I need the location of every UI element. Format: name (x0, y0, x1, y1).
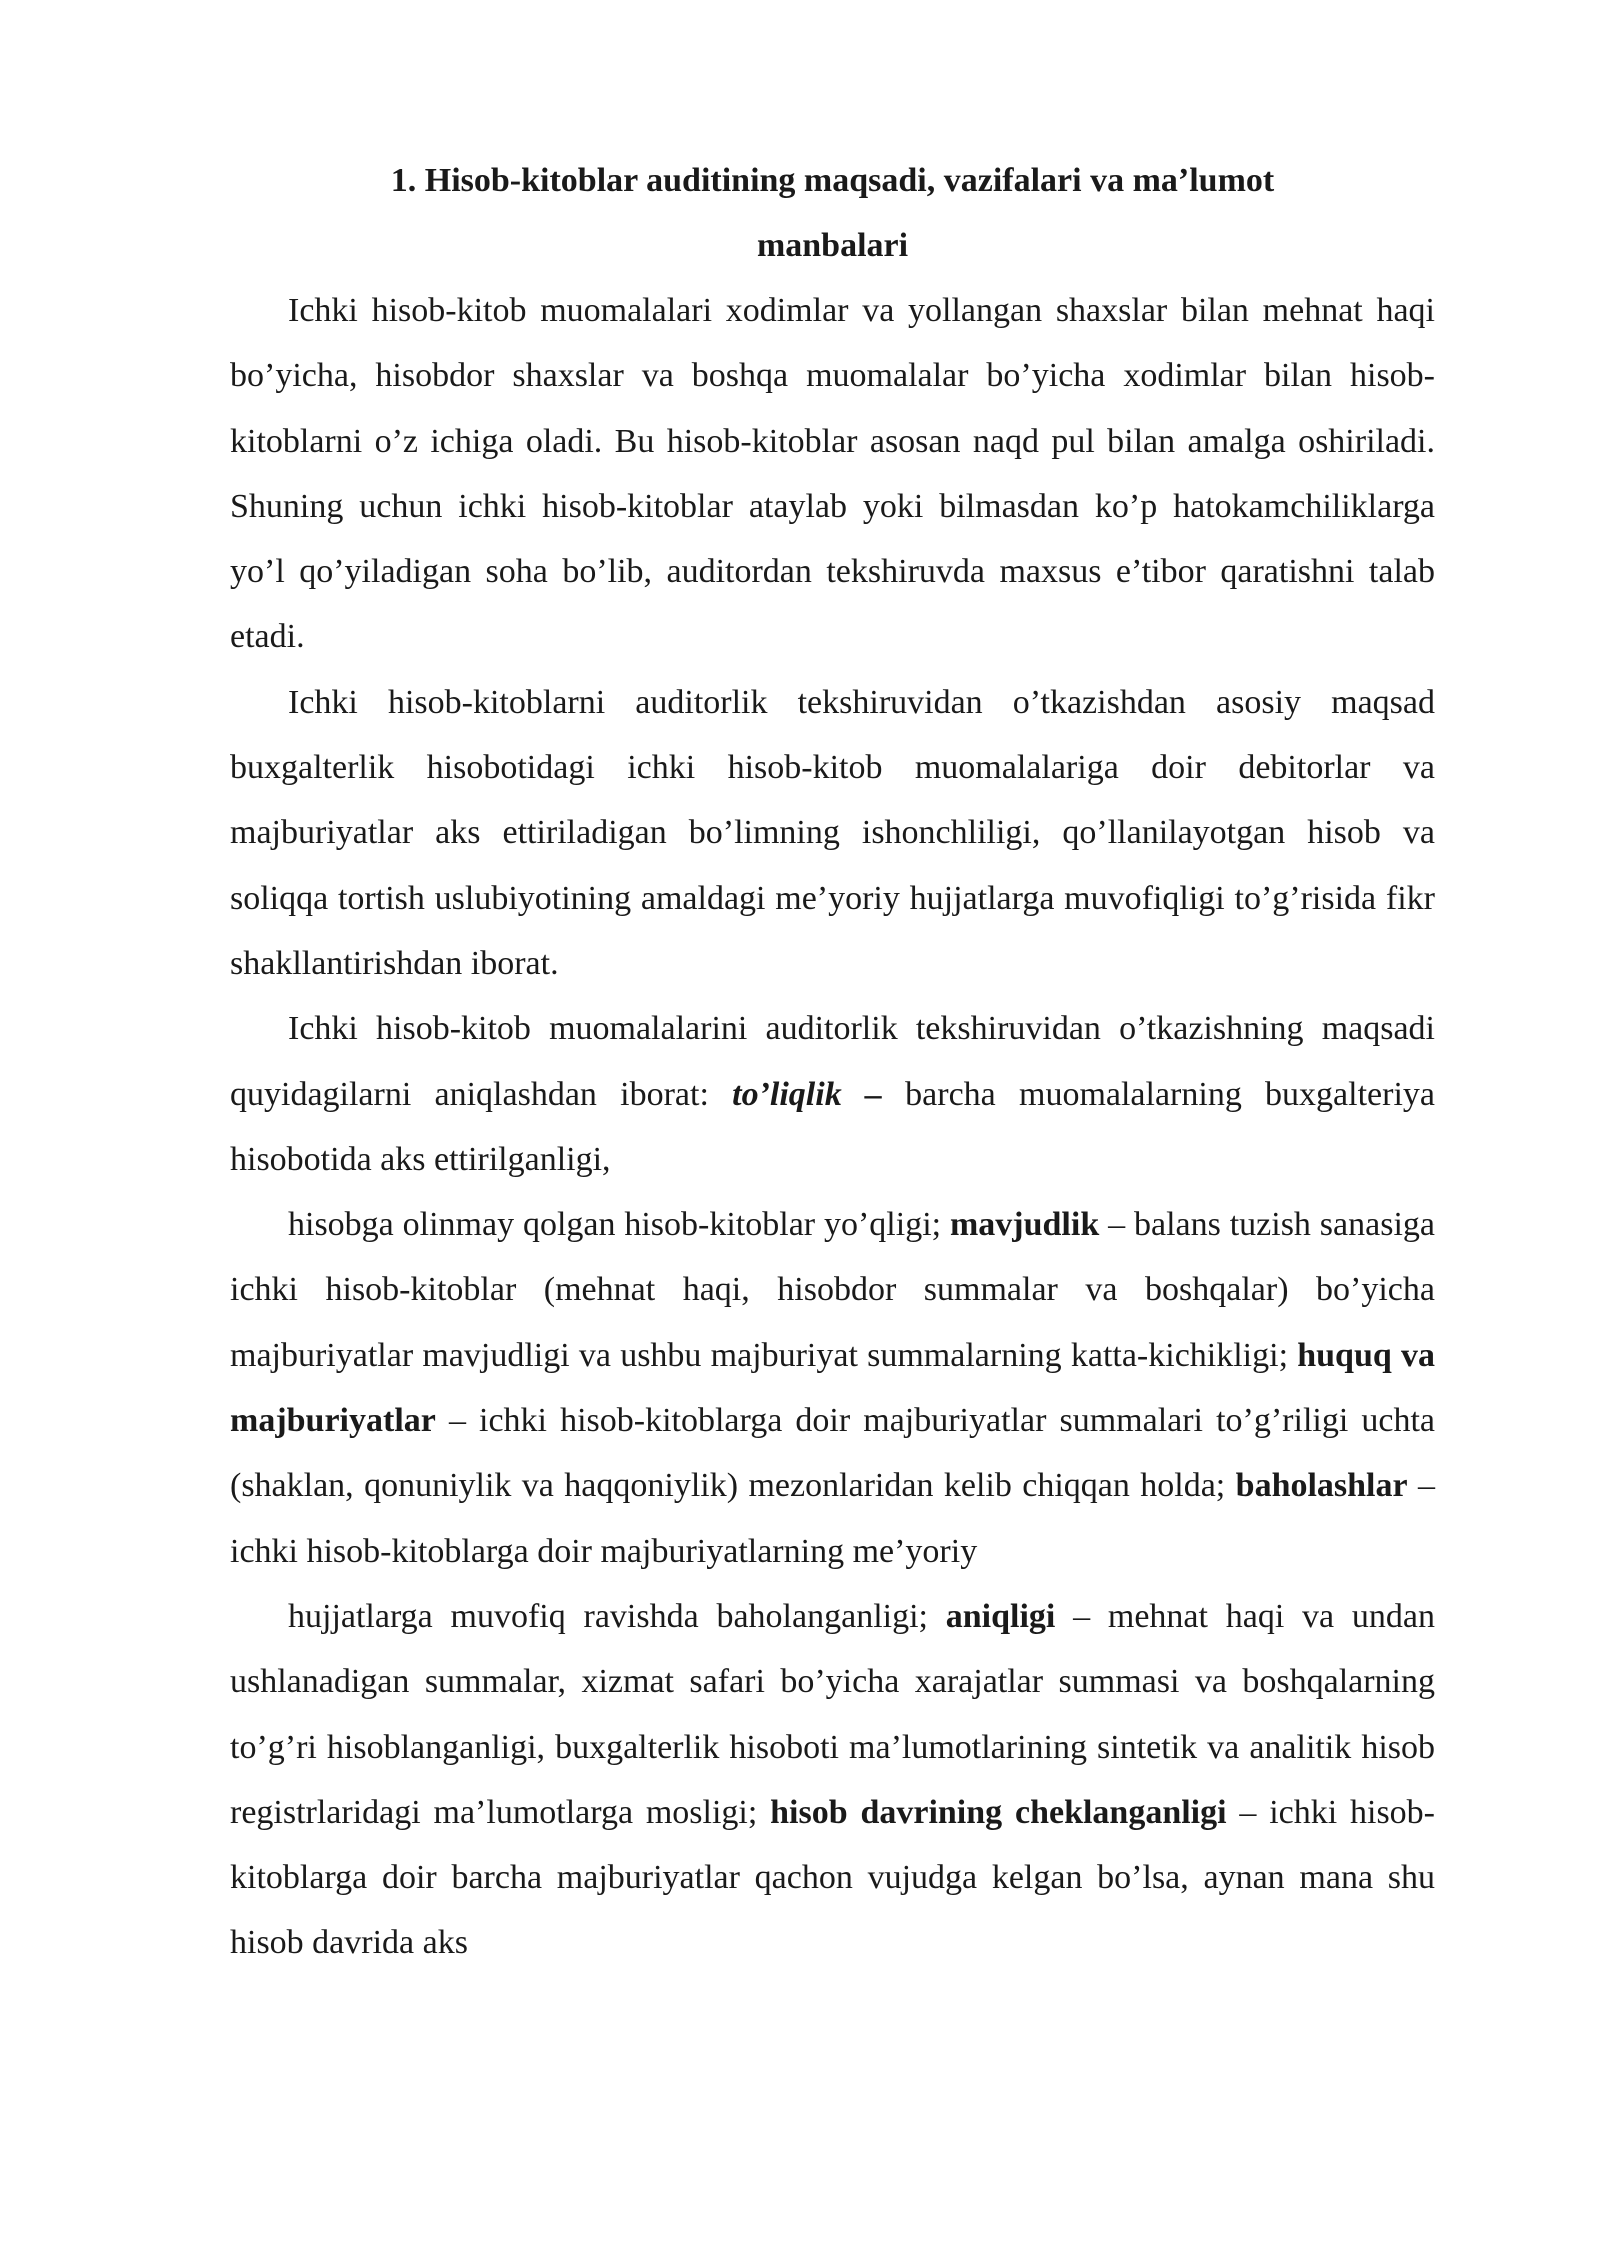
body-paragraph (230, 670, 1435, 996)
bold-term: hisob davrining cheklanganligi (770, 1793, 1227, 1831)
body-paragraph (230, 1192, 1435, 1584)
paragraph-text: hujjatlarga muvofiq ravishda baholanganligi; (288, 1597, 946, 1635)
bold-term: mavjudlik (949, 1206, 1100, 1244)
document-body (230, 148, 1435, 1976)
bold-term: huquq va majburiyatlar (230, 1336, 1435, 1440)
body-paragraph (230, 996, 1435, 1192)
paragraph-list (230, 278, 1435, 1976)
paragraph-text: Ichki hisob-kitob muomalalarini auditorlik tekshiruvidan o’tkazishning maqsadi quyidagilarni aniqlashdan iborat: (230, 1010, 1435, 1113)
paragraph-text: hisobga olinmay qolgan hisob-kitoblar yo’qligi; (288, 1206, 950, 1244)
paragraph-text: Ichki hisob-kitob muomalalari xodimlar va yollangan shaxslar bilan mehnat haqi bo’yicha, hisobdor shaxslar va boshqa muomalalar bo’yicha xodimlar bilan hisob-kitoblarni o’z ichiga oladi. Bu hisob-kitoblar asosan naqd pul bilan amalga oshiriladi. Shuning uchun ichki hisob-kitoblar ataylab yoki bilmasdan ko’p hatokamchiliklarga yo’l qo’yiladigan soha bo’lib, auditordan tekshiruvda maxsus e’tibor qaratishni talab etadi. (230, 292, 1435, 656)
paragraph-text: – ichki hisob-kitoblarga doir majburiyatlar summalari to’g’riligi uchta (shaklan, qonuniylik va haqqoniylik) mezonlaridan kelib chiqqan holda; (230, 1402, 1435, 1505)
paragraph-text: barcha muomalalarning buxgalteriya hisobotida aks ettirilganligi, (230, 1075, 1435, 1178)
bold-italic-term: to’liqlik – (732, 1075, 882, 1113)
body-paragraph (230, 278, 1435, 670)
paragraph-text: – balans tuzish sanasiga ichki hisob-kitoblar (mehnat haqi, hisobdor summalar va boshqalar) bo’yicha majburiyatlar mavjudligi va ushbu majburiyat summalarning katta-kichikligi; (230, 1206, 1435, 1374)
body-paragraph (230, 1584, 1435, 1976)
bold-term: baholashlar (1235, 1467, 1408, 1505)
bold-term: aniqligi (945, 1597, 1056, 1635)
paragraph-text: – ichki hisob-kitoblarga doir barcha majburiyatlar qachon vujudga kelgan bo’lsa, aynan mana shu hisob davrida aks (230, 1793, 1435, 1962)
paragraph-text: – ichki hisob-kitoblarga doir majburiyatlarning me’yoriy (230, 1467, 1436, 1570)
section-heading: 1. Hisob-kitoblar auditining maqsadi, vazifalari va ma’lumot manbalari (390, 162, 1275, 264)
paragraph-text: – mehnat haqi va undan ushlanadigan summalar, xizmat safari bo’yicha xarajatlar summasi va boshqalarning to’g’ri hisoblanganligi, buxgalterlik hisoboti ma’lumotlarining sintetik va analitik hisob registrlaridagi ma’lumotlarga mosligi; (230, 1597, 1435, 1831)
paragraph-text: Ichki hisob-kitoblarni auditorlik tekshiruvidan o’tkazishdan asosiy maqsad buxgalterlik hisobotidagi ichki hisob-kitob muomalalariga doir debitorlar va majburiyatlar aks ettiriladigan bo’limning ishonchliligi, qo’llanilayotgan hisob va soliqqa tortish uslubiyotining amaldagi me’yoriy hujjatlarga muvofiqligi to’g’risida fikr shakllantirishdan iborat. (230, 683, 1435, 982)
